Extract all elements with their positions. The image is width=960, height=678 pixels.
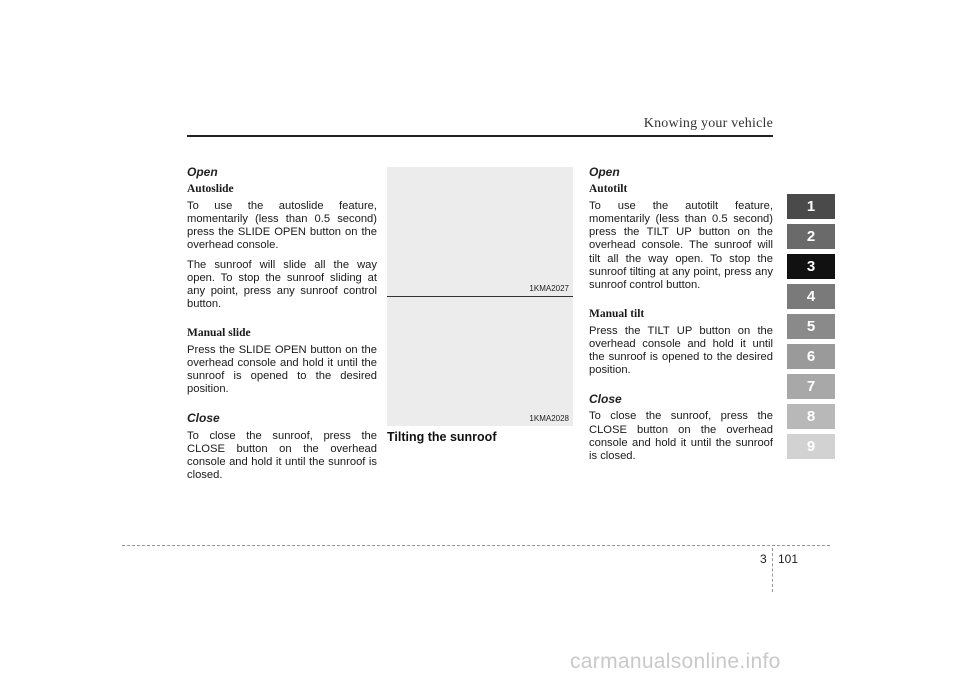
close-heading-right: Close [589, 392, 622, 407]
autotilt-title: Autotilt [589, 183, 628, 196]
chapter-tab-8[interactable] [787, 404, 835, 429]
footer-rule [122, 545, 830, 546]
chapter-tab-label: 5 [806, 318, 816, 335]
autotilt-paragraph: To use the autotilt feature, momentarily (less than 0.5 second) press the TILT UP button on the overhead console. The sunroof will tilt all the way open. To stop the sunroof tilting at any point, press any sunroof control button. [589, 200, 773, 291]
manual-slide-title: Manual slide [187, 326, 251, 339]
watermark-text: carmanualsonline.info [570, 650, 781, 673]
chapter-tab-1[interactable] [787, 194, 835, 219]
page-number: 101 [778, 552, 799, 566]
page-number-divider [772, 548, 773, 592]
chapter-tab-7[interactable] [787, 374, 835, 399]
chapter-tab-label: 6 [806, 348, 816, 365]
figure-code-2: 1KMA2028 [529, 414, 569, 423]
sunroof-figure-1 [387, 167, 573, 296]
chapter-tab-4[interactable] [787, 284, 835, 309]
figure-caption: Tilting the sunroof [387, 430, 497, 444]
page-chapter-number: 3 [760, 552, 767, 566]
chapter-tab-label: 1 [806, 198, 816, 215]
chapter-tab-label: 3 [806, 258, 816, 275]
header-rule [187, 135, 773, 137]
chapter-tab-label: 7 [806, 378, 816, 395]
header-title: Knowing your vehicle [643, 116, 773, 131]
chapter-tab-9[interactable] [787, 434, 835, 459]
autoslide-paragraph-2: The sunroof will slide all the way open. To stop the sunroof sliding at any point, press any sunroof control button. [187, 258, 377, 310]
sunroof-figure-2 [387, 297, 573, 426]
close-paragraph-right: To close the sunroof, press the CLOSE button on the overhead console and hold it until the sunroof is closed. [589, 410, 773, 462]
manual-tilt-title: Manual tilt [589, 307, 645, 320]
left-column [187, 166, 377, 488]
chapter-tab-5[interactable] [787, 314, 835, 339]
manual-slide-paragraph: Press the SLIDE OPEN button on the overhead console and hold it until the sunroof is opened to the desired position. [187, 344, 377, 396]
chapter-tab-label: 8 [806, 408, 816, 425]
open-heading: Open [187, 165, 218, 179]
chapter-tabs [787, 194, 835, 464]
manual-tilt-paragraph: Press the TILT UP button on the overhead console and hold it until the sunroof is opened to the desired position. [589, 324, 773, 377]
figure-code-1: 1KMA2027 [529, 284, 569, 293]
close-heading: Close [187, 411, 220, 426]
close-paragraph: To close the sunroof, press the CLOSE button on the overhead console and hold it until the sunroof is closed. [187, 429, 377, 481]
autoslide-paragraph-1: To use the autoslide feature, momentarily (less than 0.5 second) press the SLIDE OPEN button on the overhead console. [187, 200, 377, 252]
chapter-tab-3[interactable] [787, 254, 835, 279]
chapter-tab-label: 4 [806, 288, 816, 305]
chapter-tab-2[interactable] [787, 224, 835, 249]
chapter-tab-label: 2 [806, 228, 816, 245]
chapter-tab-6[interactable] [787, 344, 835, 369]
chapter-tab-label: 9 [806, 438, 816, 455]
autoslide-title: Autoslide [187, 183, 234, 196]
open-heading-right: Open [589, 165, 620, 179]
right-column [589, 166, 773, 469]
